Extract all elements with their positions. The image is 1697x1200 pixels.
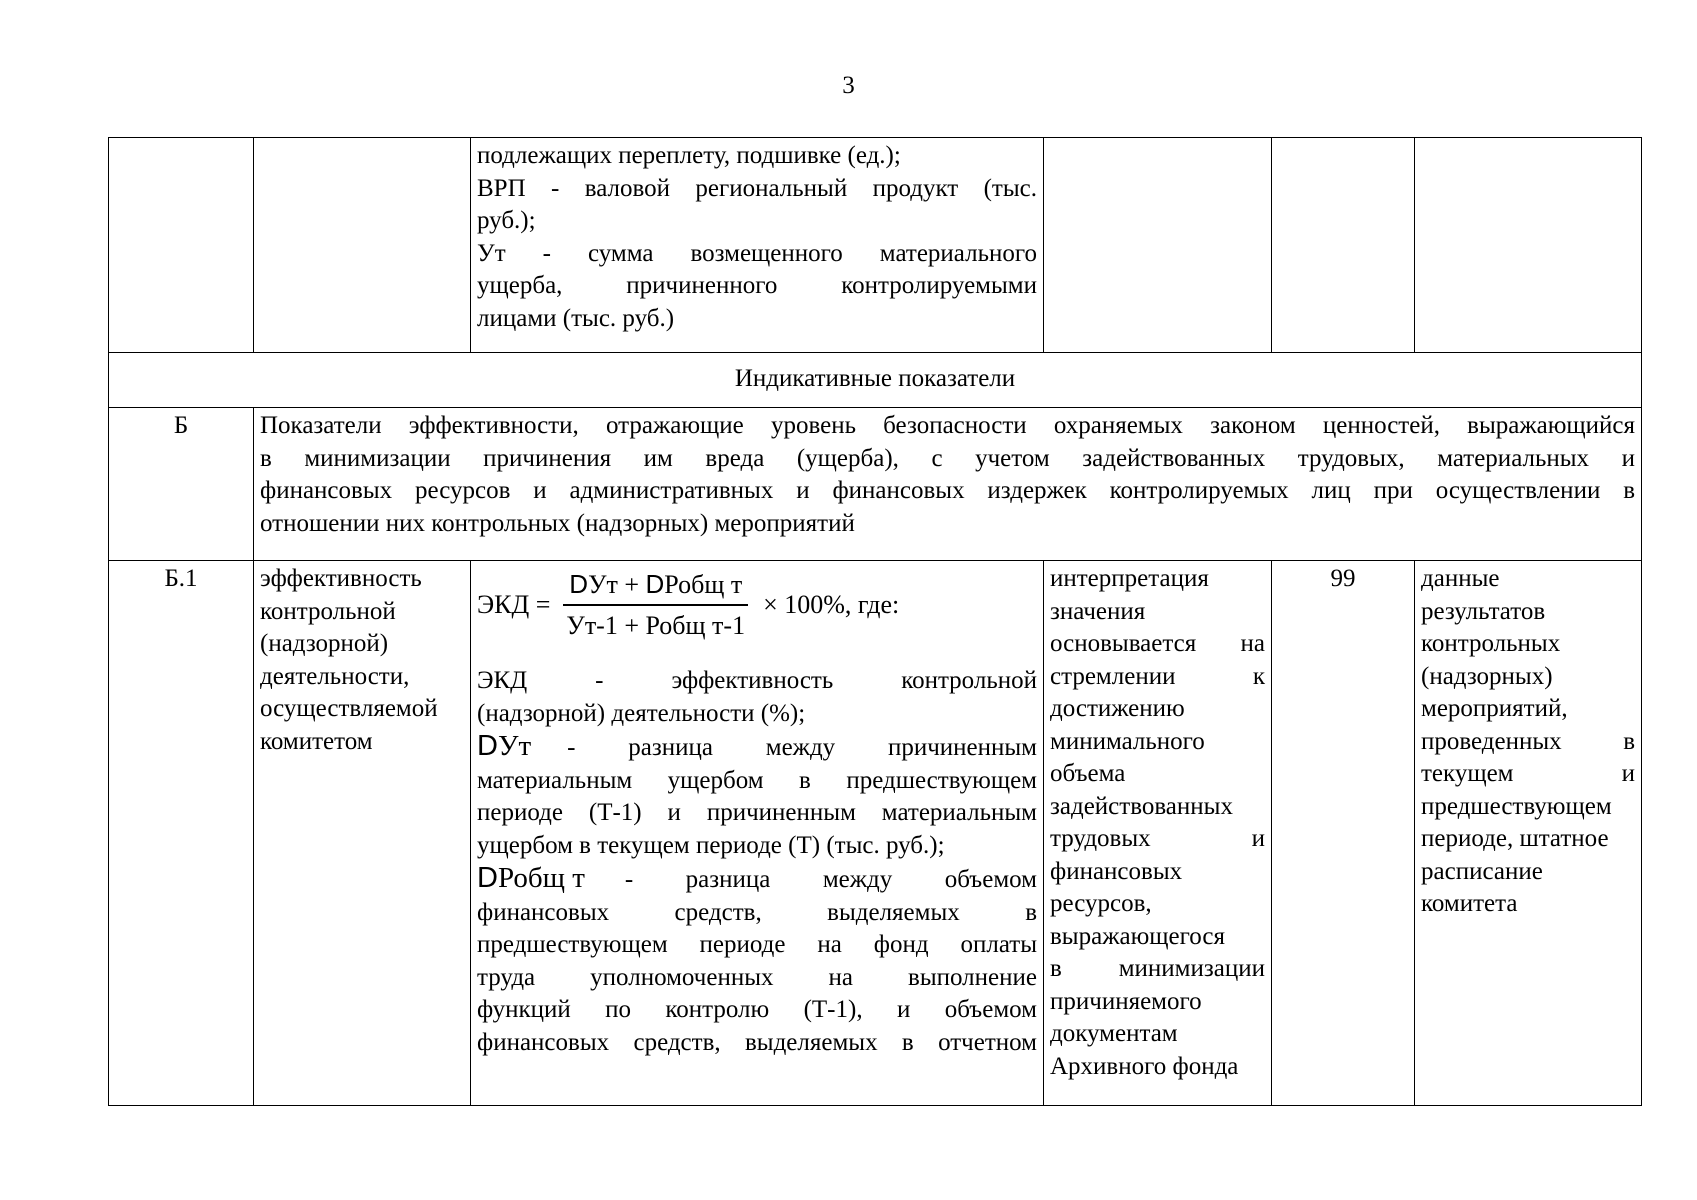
cell-empty	[254, 138, 471, 353]
text-line: - разница между причиненным	[567, 734, 1037, 761]
formula-denominator: Ут-1 + Робщ т-1	[566, 611, 746, 640]
text-line: в минимизации причинения им вреда (ущерба), с учетом задействованных трудовых, материальных и	[260, 444, 1635, 472]
text-line: комитетом	[260, 727, 373, 755]
text-line: финансовых средств, выделяемых в	[477, 898, 1037, 926]
cell-empty	[1415, 138, 1642, 353]
text-line: материальным ущербом в предшествующем	[477, 766, 1037, 794]
section-header-row	[109, 353, 1642, 408]
text-line: ВРП - валовой региональный продукт (тыс.	[477, 174, 1037, 202]
text-line: финансовых	[1050, 857, 1183, 885]
row-b-description	[254, 408, 1642, 561]
indicators-table	[108, 137, 1642, 1106]
text-line: комитета	[1421, 890, 1518, 917]
text-line: трудовых и	[1050, 825, 1265, 852]
text-line: Показатели эффективности, отражающие уровень безопасности охраняемых законом ценностей, выражающийся	[260, 412, 1635, 439]
text-line: достижению	[1050, 695, 1185, 722]
text-line: отношении них контрольных (надзорных) мероприятий	[260, 509, 855, 537]
interpretation-cell	[1044, 561, 1272, 1106]
delta-symbol: D	[645, 569, 665, 599]
text-line: документам	[1050, 1020, 1178, 1047]
target-value: 99	[1272, 561, 1415, 1106]
text-line: финансовых ресурсов и административных и финансовых издержек контролируемых лиц при осуществлении в	[260, 477, 1635, 504]
text-line: (надзорной) деятельности (%);	[477, 699, 806, 727]
text-line: эффективность	[260, 565, 422, 592]
formula-term: Робщ т	[664, 570, 743, 599]
text-line: ущербом в текущем периоде (Т) (тыс. руб.);	[477, 831, 945, 859]
text-line: деятельности,	[260, 662, 410, 690]
page-number: 3	[842, 72, 855, 99]
formula-term: Ут +	[588, 570, 646, 599]
table-row-continued	[109, 138, 1642, 353]
text-line: Архивного фонда	[1050, 1052, 1239, 1080]
definition-line	[477, 730, 1037, 765]
delta-symbol: D	[569, 569, 589, 599]
text-line: значения	[1050, 597, 1146, 625]
text-line: текущем и	[1421, 760, 1635, 787]
text-line: контрольных	[1421, 630, 1561, 657]
symbol-text: Робщ т	[497, 862, 585, 894]
text-line: расписание	[1421, 857, 1543, 885]
table-row-b1	[109, 561, 1642, 1106]
formula-fraction	[560, 569, 751, 641]
text-line: (надзорных)	[1421, 662, 1553, 690]
text-line: контрольной	[260, 597, 396, 625]
table-row-b	[109, 408, 1642, 561]
text-line: руб.);	[477, 207, 536, 234]
cell-empty	[109, 138, 254, 353]
text-line: задействованных	[1050, 792, 1233, 820]
row-code: Б.1	[109, 561, 254, 1106]
cell-empty	[1272, 138, 1415, 353]
symbol	[477, 862, 585, 895]
delta-symbol: D	[477, 862, 498, 894]
text-line: финансовых средств, выделяемых в отчетном	[477, 1028, 1037, 1056]
text-line: (надзорной)	[260, 630, 389, 657]
text-line: труда уполномоченных на выполнение	[477, 963, 1037, 991]
source-cell	[1415, 561, 1642, 1106]
text-line: функций по контролю (Т-1), и объемом	[477, 996, 1037, 1023]
formula-tail: × 100%, где:	[763, 589, 900, 619]
formula-cell	[471, 561, 1044, 1106]
text-line: основывается на	[1050, 630, 1265, 657]
text-line: в минимизации	[1050, 955, 1265, 982]
text-line: подлежащих переплету, подшивке (ед.);	[477, 142, 901, 169]
symbol-text: Ут	[497, 730, 532, 762]
symbol	[477, 730, 531, 763]
text-line: минимального	[1050, 727, 1205, 755]
text-line: стремлении к	[1050, 662, 1265, 690]
text-line: осуществляемой	[260, 695, 438, 722]
text-line: - разница между объемом	[624, 866, 1037, 893]
text-line: ресурсов,	[1050, 890, 1152, 917]
formula-lhs: ЭКД =	[477, 589, 551, 619]
formula	[477, 567, 1037, 643]
cell-empty	[1044, 138, 1272, 353]
definition-line	[477, 862, 1037, 897]
indicator-name	[254, 561, 471, 1106]
text-line: ЭКД - эффективность контрольной	[477, 667, 1037, 694]
text-line: проведенных в	[1421, 727, 1635, 755]
text-line: объема	[1050, 760, 1126, 787]
text-line: лицами (тыс. руб.)	[477, 304, 675, 332]
text-line: Ут - сумма возмещенного материального	[477, 239, 1037, 267]
cell-continued-definitions	[471, 138, 1044, 353]
delta-symbol: D	[477, 730, 498, 762]
text-line: результатов	[1421, 597, 1546, 625]
formula-numerator	[563, 569, 748, 606]
text-line: данные	[1421, 565, 1500, 592]
text-line: периоде (Т-1) и причиненным материальным	[477, 799, 1037, 826]
text-line: мероприятий,	[1421, 695, 1568, 722]
row-code: Б	[109, 408, 254, 561]
text-line: ущерба, причиненного контролируемыми	[477, 272, 1037, 299]
section-header: Индикативные показатели	[109, 353, 1642, 408]
text-line: предшествующем периоде на фонд оплаты	[477, 931, 1037, 958]
text-line: интерпретация	[1050, 565, 1209, 592]
text-line: причиняемого	[1050, 987, 1202, 1015]
text-line: периоде, штатное	[1421, 825, 1609, 852]
text-line: предшествующем	[1421, 792, 1612, 820]
text-line: выражающегося	[1050, 922, 1225, 950]
